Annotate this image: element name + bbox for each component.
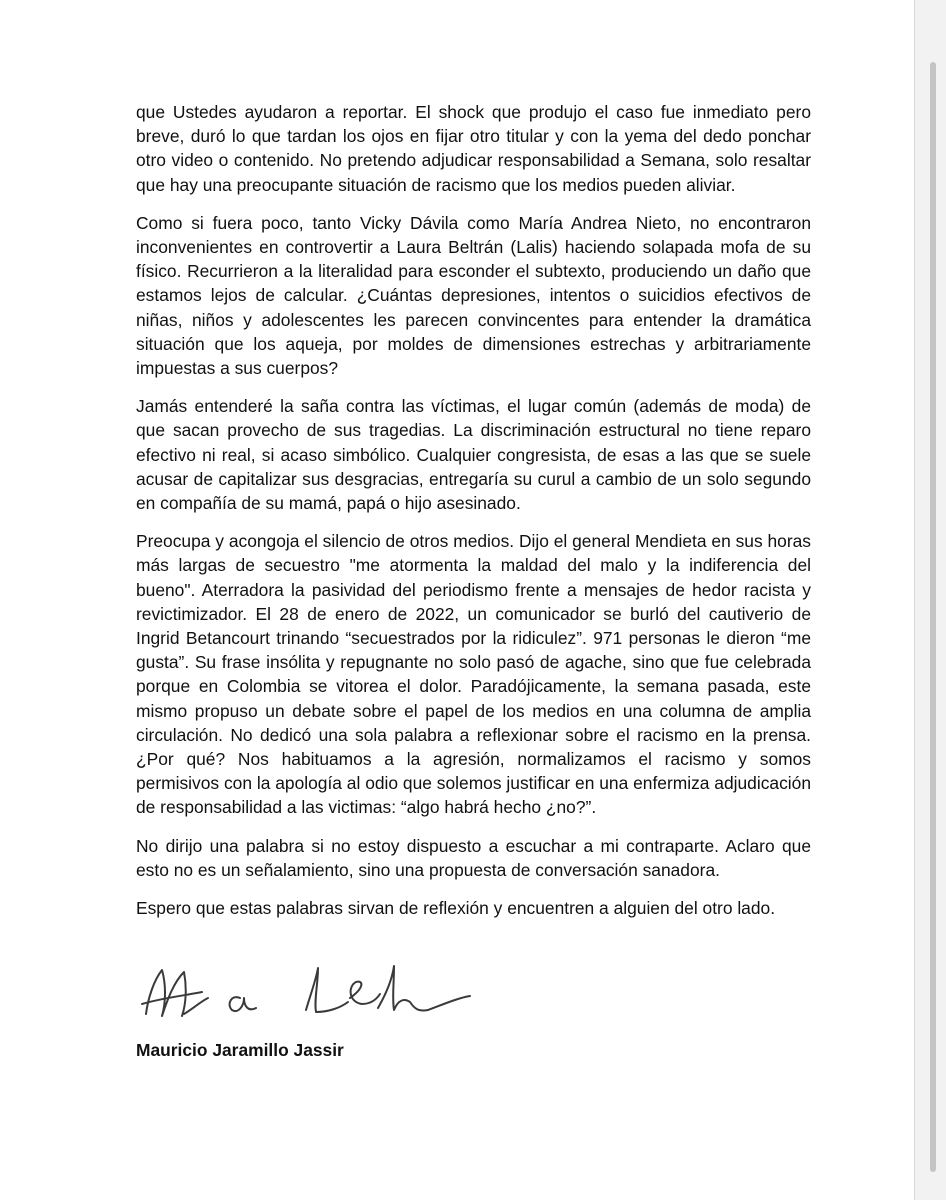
paragraph-3: Jamás entenderé la saña contra las víctimas, el lugar común (además de moda) de que sacan provecho de sus tragedias. La discriminación estructural no tiene reparo efectivo ni real, si acaso simbólico. Cualquier congresista, de esas a las que se suele acusar de capitalizar sus desgracias, entregaría su curul a cambio de un solo segundo en compañía de su mamá, papá o hijo asesinado. (136, 396, 811, 514)
letter-body (136, 100, 811, 934)
paragraph-5: No dirijo una palabra si no estoy dispuesto a escuchar a mi contraparte. Aclaro que esto no es un señalamiento, sino una propuesta de conversación sanadora. (136, 835, 811, 880)
handwritten-signature (132, 958, 512, 1038)
paragraph-6: Espero que estas palabras sirvan de reflexión y encuentren a alguien del otro lado. (136, 898, 776, 919)
paragraph-4: Preocupa y acongoja el silencio de otros medios. Dijo el general Mendieta en sus horas más largas de secuestro "me atormenta la maldad del malo y la indiferencia del bueno". Aterradora la pasividad del periodismo frente a mensajes de hedor racista y revictimizador. El 28 de enero de 2022, un comunicador se burló del cautiverio de Ingrid Betancourt trinando “secuestrados por la ridiculez”. 971 personas le dieron “me gusta”. Su frase insólita y repugnante no solo pasó de agache, sino que fue celebrada porque en Colombia se vitorea el dolor. Paradójicamente, la semana pasada, este mismo propuso un debate sobre el papel de los medios en una columna de amplia circulación. No dedicó una sola palabra a reflexionar sobre el racismo en la prensa. ¿Por qué? Nos habituamos a la agresión, normalizamos el racismo y somos permisivos con la apología al odio que solemos justificar en una enfermiza adjudicación de responsabilidad a las victimas: “algo habrá hecho ¿no?”. (136, 531, 811, 818)
scrollbar-thumb[interactable] (930, 62, 936, 1172)
paragraph-1: que Ustedes ayudaron a reportar. El shock que produjo el caso fue inmediato pero breve, duró lo que tardan los ojos en fijar otro titular y con la yema del dedo ponchar otro video o contenido. No pretendo adjudicar responsabilidad a Semana, solo resaltar que hay una preocupante situación de racismo que los medios pueden aliviar. (136, 102, 811, 195)
signer-name: Mauricio Jaramillo Jassir (136, 1040, 344, 1060)
paragraph-2: Como si fuera poco, tanto Vicky Dávila como María Andrea Nieto, no encontraron inconvenientes en controvertir a Laura Beltrán (Lalis) haciendo solapada mofa de su físico. Recurrieron a la literalidad para esconder el subtexto, produciendo un daño que estamos lejos de calcular. ¿Cuántas depresiones, intentos o suicidios efectivos de niñas, niños y adolescentes les parecen convincentes para entender la dramática situación que los aqueja, por moldes de dimensiones estrechas y arbitrariamente impuestas a sus cuerpos? (136, 212, 811, 379)
